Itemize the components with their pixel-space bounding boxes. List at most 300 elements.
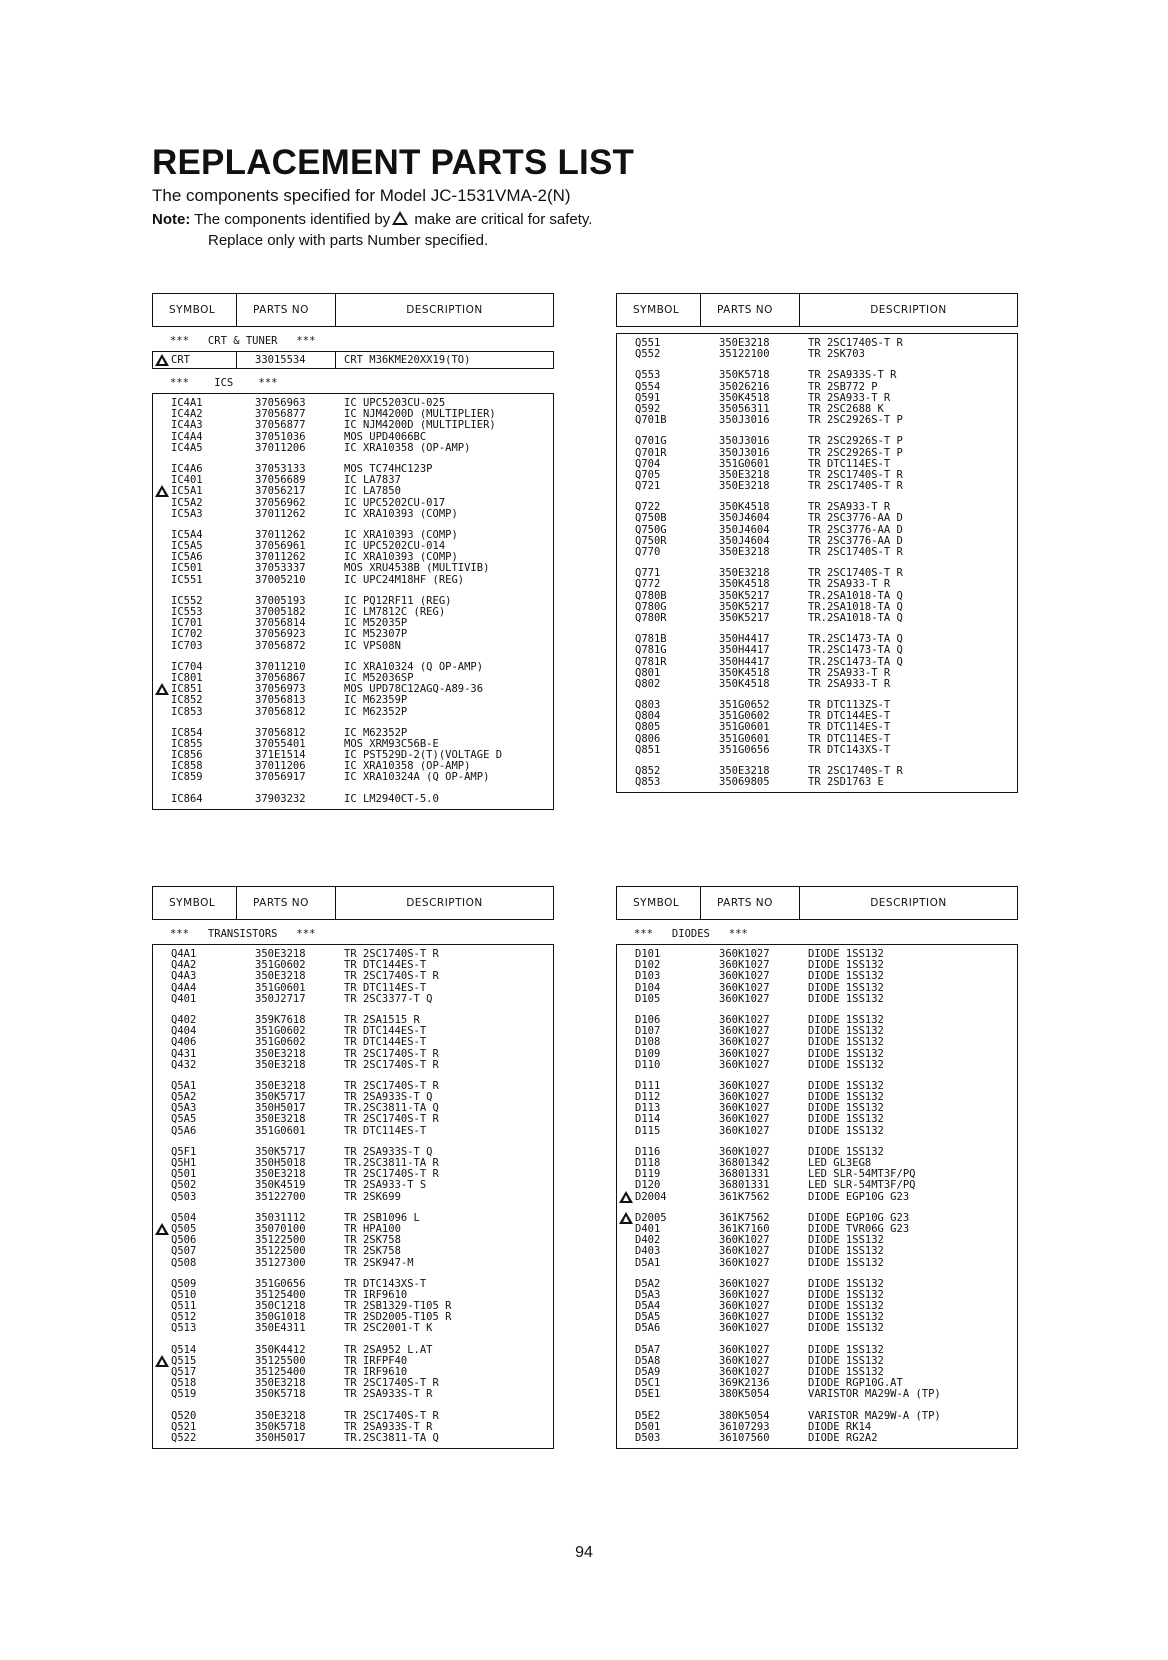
row-parts-no: 350K5718: [255, 1388, 306, 1401]
row-symbol: Q5H1: [171, 1157, 197, 1169]
table-row: [617, 547, 1017, 558]
table-header: [152, 293, 554, 327]
row-description: TR 2SC3377-T Q: [344, 992, 433, 1005]
row-description: TR DTC114ES-T: [344, 981, 427, 994]
row-group: [153, 949, 553, 1005]
safety-note: [152, 209, 852, 230]
table-row: [153, 575, 553, 586]
row-parts-no: 351G0601: [255, 1124, 306, 1137]
row-parts-no: 351G0656: [719, 743, 770, 756]
row-symbol: Q510: [171, 1288, 197, 1301]
row-symbol: Q520: [171, 1409, 197, 1422]
row-description: TR.2SC1473-TA Q: [808, 644, 903, 657]
row-description: TR.2SC3811-TA R: [344, 1157, 439, 1169]
row-description: IC PST529D-2(T)(VOLTAGE D: [344, 749, 503, 762]
row-parts-no: 350J2717: [255, 992, 306, 1005]
row-group: [617, 370, 1017, 426]
row-group: [617, 1345, 1017, 1401]
row-symbol: D120: [635, 1179, 661, 1192]
row-symbol: Q805: [635, 721, 661, 734]
row-parts-no: 350K5217: [719, 589, 770, 602]
row-description: IC M52035P: [344, 617, 408, 630]
row-parts-no: 361K7562: [719, 1211, 770, 1224]
row-group: [153, 1279, 553, 1335]
row-parts-no: 350K4519: [255, 1179, 306, 1192]
row-symbol: IC5A1: [153, 486, 237, 497]
row-description: CRT M36KME20XX19(TO): [344, 354, 471, 366]
row-parts-no: 350K4518: [719, 501, 770, 514]
row-parts-no: 360K1027: [719, 1036, 770, 1049]
row-symbol: IC4A2: [171, 408, 203, 421]
row-description: LED GL3EG8: [808, 1157, 872, 1169]
row-parts-no: 350J4604: [719, 523, 770, 536]
row-symbol: D2005: [617, 1213, 701, 1224]
table-row: [617, 745, 1017, 756]
table-row: [617, 1246, 1017, 1257]
table-row: [153, 1180, 553, 1191]
row-description: LED SLR-54MT3F/PQ: [808, 1168, 916, 1181]
row-description: IC LA7837: [344, 474, 401, 487]
row-group: [617, 634, 1017, 690]
row-description: DIODE RGP10G.AT: [808, 1377, 903, 1390]
row-parts-no: 350K4412: [255, 1343, 306, 1356]
row-symbol: Q772: [635, 578, 661, 591]
row-symbol: Q5A3: [171, 1102, 197, 1115]
row-description: MOS XRM93C56B-E: [344, 737, 439, 750]
row-description: TR 2SC3776-AA D: [808, 512, 903, 525]
row-parts-no: 360K1027: [719, 948, 770, 960]
row-group: [617, 502, 1017, 558]
row-description: TR 2SC1740S-T R: [808, 337, 903, 349]
row-description: TR 2SA933S-T R: [344, 1388, 433, 1401]
row-description: TR 2SC1740S-T R: [808, 546, 903, 558]
table-row: [153, 486, 553, 497]
table-row: [617, 1114, 1017, 1125]
row-group: [153, 1345, 553, 1401]
table-row: [153, 420, 553, 431]
row-symbol: Q704: [635, 457, 661, 470]
row-description: DIODE 1SS132: [808, 1047, 884, 1060]
row-description: IC NJM4200D (MULTIPLIER): [344, 408, 496, 421]
row-symbol: Q750R: [635, 534, 667, 547]
note-text-pre: The components identified by: [194, 211, 391, 228]
row-parts-no: 37051036: [255, 430, 306, 443]
row-description: DIODE 1SS132: [808, 1277, 884, 1290]
row-symbol: Q722: [635, 501, 661, 514]
row-parts-no: 350H4417: [719, 655, 770, 668]
row-description: IC XRA10324A (Q OP-AMP): [344, 771, 490, 784]
row-symbol: D5A8: [635, 1354, 661, 1367]
table-row: [617, 370, 1017, 381]
parts-table-transistors: [152, 886, 554, 1449]
row-symbol: Q515: [153, 1356, 237, 1367]
row-parts-no: 360K1027: [719, 1079, 770, 1092]
row-parts-no: 350E3218: [719, 765, 770, 777]
row-description: DIODE RK14: [808, 1420, 872, 1433]
row-symbol: Q852: [635, 765, 661, 777]
row-parts-no: 380K5054: [719, 1409, 770, 1422]
row-parts-no: 351G0601: [719, 457, 770, 470]
note-text-post: make are critical for safety.: [414, 211, 593, 228]
row-symbol: IC853: [171, 705, 203, 718]
row-symbol: IC703: [171, 639, 203, 652]
row-parts-no: 351G0656: [255, 1277, 306, 1290]
row-symbol: Q406: [171, 1036, 197, 1049]
row-symbol: Q501: [171, 1168, 197, 1181]
row-parts-no: 371E1514: [255, 749, 306, 762]
row-parts-no: 360K1027: [719, 1354, 770, 1367]
row-parts-no: 360K1027: [719, 1288, 770, 1301]
row-parts-no: 360K1027: [719, 1256, 770, 1269]
row-parts-no: 35070100: [255, 1222, 306, 1235]
row-parts-no: 350E3218: [255, 948, 306, 960]
row-description: TR 2SB1329-T105 R: [344, 1300, 452, 1313]
row-symbol: IC704: [171, 660, 203, 673]
row-parts-no: 380K5054: [719, 1388, 770, 1401]
row-description: TR.2SC1473-TA Q: [808, 655, 903, 668]
section-title-transistors: *** TRANSISTORS ***: [170, 928, 316, 940]
row-symbol: Q4A1: [171, 948, 197, 960]
row-description: DIODE 1SS132: [808, 1036, 884, 1049]
row-symbol: D5A3: [635, 1288, 661, 1301]
row-parts-no: 37056973: [255, 683, 306, 696]
row-parts-no: 36801331: [719, 1168, 770, 1181]
row-description: TR 2SA933-T S: [344, 1179, 427, 1192]
row-description: TR DTC143XS-T: [344, 1277, 427, 1290]
row-parts-no: 350K5217: [719, 600, 770, 613]
row-symbol: D403: [635, 1245, 661, 1258]
row-parts-no: 350K5718: [719, 369, 770, 382]
section-title-ics: *** ICS ***: [170, 377, 278, 389]
row-description: IC UPC5202CU-017: [344, 496, 446, 509]
parts-table-transistors-cont: [616, 293, 1018, 793]
row-parts-no: 350E3218: [719, 546, 770, 558]
table-row: [153, 563, 553, 574]
row-parts-no: 360K1027: [719, 1300, 770, 1313]
row-group: [617, 568, 1017, 624]
row-symbol: Q511: [171, 1300, 197, 1313]
row-parts-no: 37005210: [255, 573, 306, 586]
row-description: MOS UPD78C12AGQ-A89-36: [344, 683, 484, 696]
row-symbol: D107: [635, 1025, 661, 1038]
row-symbol: D5A2: [635, 1277, 661, 1290]
row-description: DIODE 1SS132: [808, 1245, 884, 1258]
row-description: DIODE TVR06G G23: [808, 1222, 910, 1235]
row-symbol: Q431: [171, 1047, 197, 1060]
row-description: TR 2SC1740S-T R: [344, 1377, 439, 1390]
row-description: IC NJM4200D (MULTIPLIER): [344, 419, 496, 432]
row-group: [153, 1081, 553, 1137]
row-symbol: Q504: [171, 1211, 197, 1224]
row-description: TR 2SD2005-T105 R: [344, 1311, 452, 1324]
row-symbol: IC856: [171, 749, 203, 762]
table-row: [617, 613, 1017, 624]
row-description: TR 2SA933-T R: [808, 666, 891, 679]
row-parts-no: 350J3016: [719, 435, 770, 448]
row-symbol: Q509: [171, 1277, 197, 1290]
row-symbol: Q853: [635, 776, 661, 789]
row-description: DIODE EGP10G G23: [808, 1190, 910, 1203]
row-description: VARISTOR MA29W-A (TP): [808, 1388, 941, 1401]
row-symbol: Q806: [635, 732, 661, 745]
row-symbol: D5E1: [635, 1388, 661, 1401]
row-parts-no: 350K4518: [719, 391, 770, 404]
rows-box: [152, 393, 554, 810]
table-row: [153, 707, 553, 718]
parts-table-crt-ics: [152, 293, 554, 810]
table-row: [617, 349, 1017, 360]
row-description: DIODE 1SS132: [808, 1102, 884, 1115]
col-description: DESCRIPTION: [870, 897, 947, 909]
table-row: [153, 443, 553, 454]
row-description: TR 2SC1740S-T R: [344, 1113, 439, 1126]
table-row: [153, 509, 553, 520]
row-description: TR 2SK699: [344, 1190, 401, 1203]
row-parts-no: 350K5717: [255, 1145, 306, 1158]
table-row: [617, 1258, 1017, 1269]
row-parts-no: 361K7160: [719, 1222, 770, 1235]
row-description: DIODE 1SS132: [808, 948, 884, 960]
row-symbol: D5C1: [635, 1377, 661, 1390]
row-description: IC XRA10393 (COMP): [344, 528, 458, 541]
row-symbol: Q402: [171, 1013, 197, 1026]
col-parts-no: PARTS NO: [701, 294, 800, 326]
row-parts-no: 35026216: [719, 380, 770, 393]
col-symbol: SYMBOL: [153, 294, 237, 326]
row-description: IC XRA10393 (COMP): [344, 507, 458, 520]
row-group: [153, 1015, 553, 1071]
row-description: TR IRF9610: [344, 1288, 408, 1301]
row-description: TR 2SC1740S-T R: [344, 1079, 439, 1092]
row-symbol: Q701G: [635, 435, 667, 448]
table-row: [617, 1037, 1017, 1048]
row-description: TR 2SA933-T R: [808, 391, 891, 404]
row-symbol: Q803: [635, 699, 661, 712]
row-description: IC UPC24M18HF (REG): [344, 573, 465, 586]
row-description: DIODE 1SS132: [808, 1322, 884, 1335]
row-symbol: IC801: [171, 671, 203, 684]
row-description: MOS UPD4066BC: [344, 430, 427, 443]
row-parts-no: 37056689: [255, 474, 306, 487]
row-group: [617, 436, 1017, 492]
row-description: DIODE 1SS132: [808, 1300, 884, 1313]
row-symbol: Q404: [171, 1025, 197, 1038]
row-symbol: IC4A1: [171, 397, 203, 409]
col-symbol: SYMBOL: [617, 887, 701, 919]
row-description: TR DTC144ES-T: [344, 959, 427, 972]
row-description: TR 2SA933S-T R: [344, 1420, 433, 1433]
row-symbol: IC4A5: [171, 441, 203, 454]
row-parts-no: 350E3218: [255, 1058, 306, 1071]
row-parts-no: 35125400: [255, 1366, 306, 1378]
row-description: IC LM2940CT-5.0: [344, 792, 439, 805]
row-parts-no: 350J4604: [719, 512, 770, 525]
note-line-2: Replace only with parts Number specified.: [208, 232, 489, 249]
table-row: [617, 971, 1017, 982]
row-symbol: D5E2: [635, 1409, 661, 1422]
row-description: DIODE 1SS132: [808, 1079, 884, 1092]
row-symbol: D114: [635, 1113, 661, 1126]
rows-box: [152, 944, 554, 1449]
row-group: [617, 1213, 1017, 1269]
row-parts-no: 350E3218: [255, 1409, 306, 1422]
row-parts-no: 350E3218: [255, 1047, 306, 1060]
row-symbol: D109: [635, 1047, 661, 1060]
row-parts-no: 37011262: [255, 507, 306, 520]
row-symbol: Q5A2: [171, 1091, 197, 1104]
table-row: [617, 415, 1017, 426]
row-description: TR 2SC1740S-T R: [344, 1047, 439, 1060]
row-description: TR 2SK703: [808, 348, 865, 361]
row-symbol: Q770: [635, 546, 661, 558]
row-symbol: D112: [635, 1091, 661, 1104]
row-symbol: D108: [635, 1036, 661, 1049]
row-parts-no: 37056877: [255, 419, 306, 432]
row-group: [153, 794, 553, 805]
row-symbol: D101: [635, 948, 661, 960]
row-symbol: Q5A1: [171, 1079, 197, 1092]
row-symbol: IC702: [171, 628, 203, 641]
table-row: [153, 695, 553, 706]
row-group: [153, 662, 553, 718]
row-parts-no: 37056872: [255, 639, 306, 652]
warning-triangle-icon: [392, 211, 408, 225]
row-description: TR 2SC2001-T K: [344, 1322, 433, 1335]
row-description: VARISTOR MA29W-A (TP): [808, 1409, 941, 1422]
table-row: [153, 971, 553, 982]
table-row: [617, 1060, 1017, 1071]
row-description: DIODE 1SS132: [808, 1058, 884, 1071]
page-header: [152, 143, 852, 252]
row-description: TR.2SC1473-TA Q: [808, 633, 903, 646]
row-symbol: D113: [635, 1102, 661, 1115]
row-description: TR 2SC1740S-T R: [808, 567, 903, 580]
row-parts-no: 351G0601: [719, 721, 770, 734]
row-parts-no: 36801331: [719, 1179, 770, 1192]
row-symbol: D111: [635, 1079, 661, 1092]
row-description: TR 2SA933S-T Q: [344, 1091, 433, 1104]
row-description: TR 2SC1740S-T R: [344, 1058, 439, 1071]
row-parts-no: 36801342: [719, 1157, 770, 1169]
row-symbol: IC552: [171, 594, 203, 607]
row-parts-no: 360K1027: [719, 1322, 770, 1335]
row-parts-no: 37011262: [255, 528, 306, 541]
row-parts-no: 350E3218: [255, 970, 306, 983]
row-parts-no: 350K5718: [255, 1420, 306, 1433]
row-description: TR 2SC2926S-T P: [808, 446, 903, 459]
row-symbol: D106: [635, 1013, 661, 1026]
col-description: DESCRIPTION: [406, 304, 483, 316]
row-description: IC UPC5203CU-025: [344, 397, 446, 409]
row-description: IC M62352P: [344, 726, 408, 739]
row-parts-no: 37055401: [255, 737, 306, 750]
row-symbol: Q401: [171, 992, 197, 1005]
row-parts-no: 360K1027: [719, 959, 770, 972]
row-parts-no: 360K1027: [719, 1277, 770, 1290]
row-symbol: Q721: [635, 480, 661, 493]
row-symbol: D116: [635, 1145, 661, 1158]
row-description: TR 2SC2926S-T P: [808, 414, 903, 427]
parts-table-diodes: [616, 886, 1018, 1449]
row-symbol: D102: [635, 959, 661, 972]
col-description: DESCRIPTION: [406, 897, 483, 909]
table-row: [153, 1049, 553, 1060]
row-parts-no: 37056217: [255, 485, 306, 498]
row-parts-no: 37056923: [255, 628, 306, 641]
table-row: [153, 772, 553, 783]
row-symbol: Q505: [153, 1224, 237, 1235]
row-parts-no: 351G0602: [255, 1025, 306, 1038]
row-symbol: IC5A2: [171, 496, 203, 509]
table-row: [153, 1389, 553, 1400]
note-label: Note:: [152, 211, 191, 228]
row-symbol: Q552: [635, 348, 661, 361]
table-row: [617, 448, 1017, 459]
table-row: [617, 722, 1017, 733]
row-parts-no: 37056867: [255, 671, 306, 684]
row-description: IC PQ12RF11 (REG): [344, 594, 452, 607]
row-parts-no: 360K1027: [719, 992, 770, 1005]
row-description: TR.2SA1018-TA Q: [808, 611, 903, 624]
row-description: TR DTC113ZS-T: [808, 699, 891, 712]
table-row: [153, 1192, 553, 1203]
row-parts-no: 350H4417: [719, 644, 770, 657]
row-symbol: Q802: [635, 677, 661, 690]
row-description: TR 2SB1096 L: [344, 1211, 420, 1224]
row-description: TR 2SA933-T R: [808, 578, 891, 591]
row-symbol: Q780B: [635, 589, 667, 602]
row-parts-no: 360K1027: [719, 1124, 770, 1137]
row-parts-no: 35031112: [255, 1211, 306, 1224]
row-symbol: Q591: [635, 391, 661, 404]
row-symbol: D5A1: [635, 1256, 661, 1269]
table-row: [153, 1060, 553, 1071]
row-symbol: D118: [635, 1157, 661, 1169]
row-symbol: D104: [635, 981, 661, 994]
row-description: TR 2SC2926S-T P: [808, 435, 903, 448]
table-row: [153, 1126, 553, 1137]
row-parts-no: 35122700: [255, 1190, 306, 1203]
row-parts-no: 350J3016: [719, 414, 770, 427]
row-symbol: IC852: [171, 694, 203, 707]
row-parts-no: 360K1027: [719, 1245, 770, 1258]
table-header: [616, 886, 1018, 920]
row-symbol: Q519: [171, 1388, 197, 1401]
row-description: IC XRA10358 (OP-AMP): [344, 760, 471, 773]
row-symbol: Q506: [171, 1234, 197, 1247]
row-parts-no: 35122500: [255, 1234, 306, 1247]
row-description: DIODE 1SS132: [808, 1256, 884, 1269]
col-symbol: SYMBOL: [153, 887, 237, 919]
rows-box: [616, 333, 1018, 793]
row-symbol: Q750G: [635, 523, 667, 536]
row-parts-no: 37056963: [255, 397, 306, 409]
row-parts-no: 350J3016: [719, 446, 770, 459]
row-parts-no: 37005182: [255, 606, 306, 618]
row-parts-no: 37056962: [255, 496, 306, 509]
row-description: TR DTC144ES-T: [344, 1036, 427, 1049]
row-symbol: Q780G: [635, 600, 667, 613]
table-row: [617, 436, 1017, 447]
row-symbol: IC858: [171, 760, 203, 773]
row-parts-no: 37011262: [255, 551, 306, 564]
row-symbol: Q551: [635, 337, 661, 349]
row-symbol: D5A5: [635, 1311, 661, 1324]
row-parts-no: 33015534: [237, 352, 336, 368]
table-row: [153, 1037, 553, 1048]
row-symbol: CRT: [153, 352, 237, 368]
row-symbol: D115: [635, 1124, 661, 1137]
